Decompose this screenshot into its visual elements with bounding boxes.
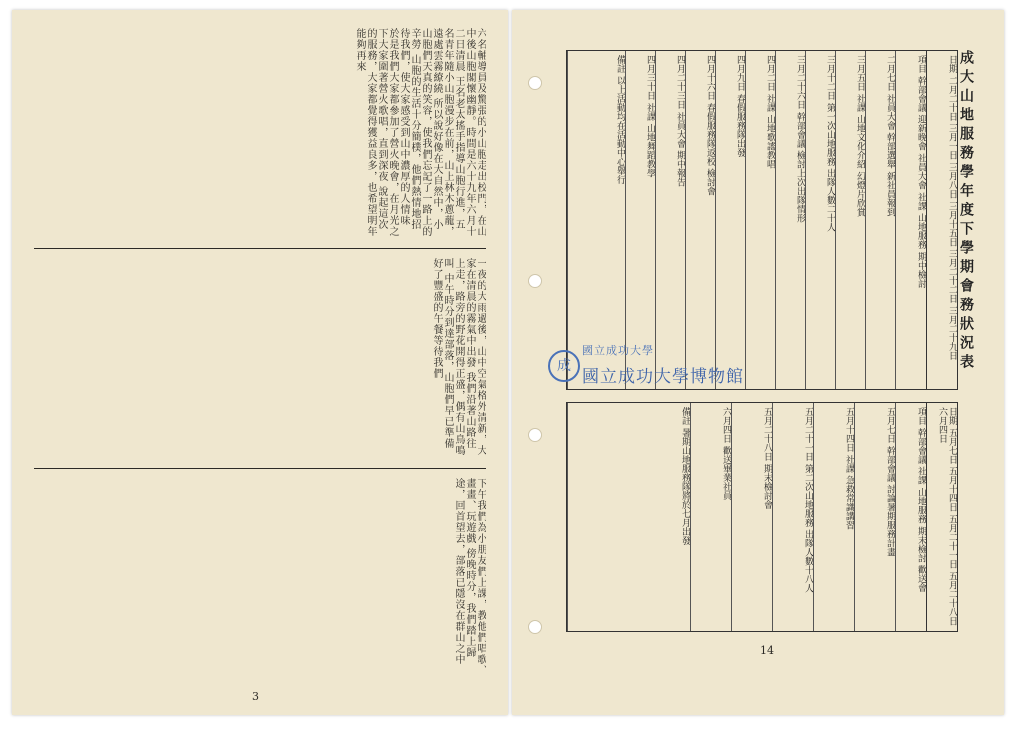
paragraph: 六名輔導員及驚張的小山胞走出校門，在山中後山胞閣懷幽靜。時間是六十九年六月十二日清晨 [453, 28, 486, 237]
table-column: 三月五日 社課 山地文化介紹 幻燈片欣賞 [835, 51, 865, 389]
table-title: 成大山地服務學年度下學期會務狀況表 [958, 50, 974, 373]
paragraph: 所以說好像在大自然中，小山胞們天真的笑容，使我們忘記了一路上的辛勞 [409, 28, 442, 237]
museum-logo-icon: 成 [548, 350, 580, 382]
table-column: 備註 暑期山地服務隊將於七月出發 [567, 403, 690, 631]
table-column: 日期 五月七日 五月十四日 五月二十一日 五月二十八日 六月四日 [926, 403, 957, 631]
table-column: 四月十六日 春假服務隊返校 檢討會 [685, 51, 715, 389]
page-number: 3 [252, 690, 259, 703]
table-column: 四月九日 春假服務隊出發 [715, 51, 745, 389]
text-block-top [16, 28, 486, 238]
paragraph: 中午時分到達部落，山胞們早已準備好了豐盛的午餐等待我們 [431, 258, 453, 450]
table-column: 五月十四日 社課 急救常識講習 [813, 403, 854, 631]
paragraph: 王名老太搖手指導山胞行進，五名青年隨小山胞漫步在前，山上林木蔥蘢，遠處雲霧繚繞 [431, 28, 464, 237]
table-column: 項目 幹部會議 社課 山地服務 期末檢討 歡送會 [895, 403, 926, 631]
paragraph: 一夜的大雨過後，山中空氣格外清新，大家在清晨的霧氣中出發 [464, 258, 486, 456]
table-column: 五月七日 幹部會議 討論暑期服務計畫 [854, 403, 895, 631]
table-column: 日期 二月二十日 三月一日 三月八日 三月十五日 三月二十二日 三月二十九日 [926, 51, 957, 389]
table-column: 六月四日 歡送畢業社員 [690, 403, 731, 631]
paragraph: 我們沿著山路往上走，路旁的野花開得正盛，偶有山鳥鳴叫 [442, 258, 475, 456]
binder-hole [528, 76, 542, 90]
watermark-museum-name: 國立成功大學博物館 [582, 367, 744, 387]
left-page [12, 10, 508, 715]
paragraph: 傍晚時分，我們踏上歸途，回首望去，部落已隱沒在群山之中 [453, 478, 475, 665]
text-block-bottom [16, 478, 486, 678]
table-column: 五月二十八日 期末檢討會 [731, 403, 772, 631]
paragraph: 山胞的生活十分簡樸，他們熱情地招待我們，使大家感受到山中濃厚的人情味 [398, 28, 420, 231]
page-number: 14 [760, 644, 774, 657]
text-block-middle [16, 258, 486, 458]
watermark-university-name: 國立成功大學 [582, 344, 654, 357]
binder-hole [528, 274, 542, 288]
table-column: 備註 以上活動均在活動中心舉行 [567, 51, 625, 389]
binder-hole [528, 620, 542, 634]
binder-hole [528, 428, 542, 442]
table-column: 三月二十六日 幹部會議 檢討上次出隊情形 [775, 51, 805, 389]
table-column: 三月十二日 第一次山地服務 出隊人數二十人 [805, 51, 835, 389]
table-column: 項目 幹部會議 迎新晚會 社員大會 社課 山地服務 期中檢討 [895, 51, 926, 389]
museum-watermark [548, 338, 744, 398]
section-divider [34, 248, 486, 249]
paragraph: 下午我們為小朋友們上課，教他們唱歌、畫畫、玩遊戲 [464, 478, 486, 676]
paragraph: 於是我們大家都參加了營火晚會，在月光之下大家圍著營火歌唱，直到深夜 [376, 28, 398, 237]
table-column: 四月三十日 社課 山地舞蹈教學 [625, 51, 655, 389]
table-column: 四月二十三日 社員大會 期中報告 [655, 51, 685, 389]
table-column: 五月二十一日 第二次山地服務 出隊人數十八人 [772, 403, 813, 631]
section-divider [34, 468, 486, 469]
paragraph: 說起這次的服務，大家都覺得獲益良多，也希望明年能夠再來 [354, 28, 387, 237]
table-column: 四月二日 社課 山地歌謠教唱 [745, 51, 775, 389]
schedule-table-bottom [566, 402, 958, 632]
table-column: 二月七日 社員大會 幹部選舉 新社員報到 [865, 51, 895, 389]
